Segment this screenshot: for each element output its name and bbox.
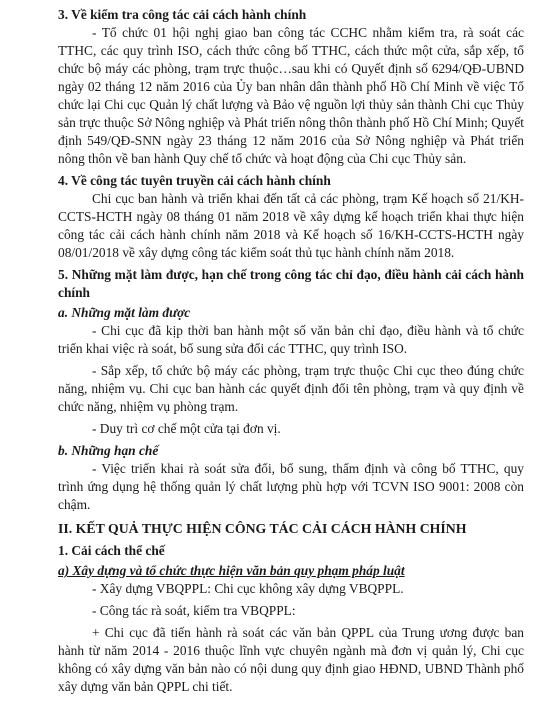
part-II-1a-paragraph-2: - Công tác rà soát, kiểm tra VBQPPL:	[92, 603, 296, 618]
part-II-1a-paragraph-1: - Xây dựng VBQPPL: Chi cục không xây dựng VBQPPL.	[92, 581, 404, 596]
section-3-heading: 3. Về kiểm tra công tác cải cách hành chính	[58, 7, 307, 22]
section-3-paragraph: - Tổ chức 01 hội nghị giao ban công tác CCHC nhằm kiểm tra, rà soát các TTHC, các quy trình ISO, cách thức công bố TTHC, cách thức một cửa, sắp xếp, tổ chức bộ máy các phòng, trạm trực thuộc…sau khi có Quyết định số 6294/QĐ-UBND ngày 02 tháng 12 năm 2016 của Ủy ban nhân dân thành phố Hồ Chí Minh về việc Tổ chức lại Chi cục Quản lý chất lượng và Bảo vệ nguồn lợi thủy sản thành Chi cục Thủy sản trực thuộc Sở Nông nghiệp và Phát triển nông thôn thành phố Hồ Chí Minh; Quyết định 549/QĐ-SNN ngày 23 tháng 12 năm 2016 của Sở Nông nghiệp và Phát triển nông thôn về ban hành Quy chế tổ chức và hoạt động của Chi cục Thủy sản.	[58, 25, 524, 166]
section-5a-paragraph-3: - Duy trì cơ chế một cửa tại đơn vị.	[92, 421, 281, 436]
section-5a-paragraph-1: - Chi cục đã kịp thời ban hành một số văn bản chỉ đạo, điều hành và tổ chức triển khai việc rà soát, bổ sung sửa đổi các TTHC, quy trình ISO.	[58, 323, 524, 356]
section-5b-subheading: b. Những hạn chế	[58, 443, 159, 458]
section-5a-paragraph-2: - Sắp xếp, tổ chức bộ máy các phòng, trạm trực thuộc Chi cục theo đúng chức năng, nhiệm vụ. Chi cục ban hành các quyết định đổi tên phòng, trạm và quy định về chức năng, nhiệm vụ phòng trạm.	[58, 363, 524, 414]
part-II-1a-subheading: a) Xây dựng và tổ chức thực hiện văn bản quy phạm pháp luật	[58, 563, 405, 578]
part-II-1-heading: 1. Cải cách thể chế	[58, 543, 165, 558]
section-5b-paragraph: - Việc triển khai rà soát sửa đổi, bổ sung, thẩm định và công bố TTHC, quy trình ứng dụng hệ thống quản lý chất lượng phù hợp với TCVN ISO 9001: 2008 còn chậm.	[58, 461, 524, 512]
part-II-heading: II. KẾT QUẢ THỰC HIỆN CÔNG TÁC CẢI CÁCH HÀNH CHÍNH	[58, 521, 467, 536]
section-4-heading: 4. Về công tác tuyên truyền cải cách hành chính	[58, 173, 331, 188]
section-4-paragraph: Chi cục ban hành và triển khai đến tất cả các phòng, trạm Kế hoạch số 21/KH-CCTS-HCTH ngày 08 tháng 01 năm 2018 về xây dựng kế hoạch triển khai thực hiện công tác cải cách hành chính năm 2018 và Kế hoạch số 16/KH-CCTS-HCTH ngày 08/01/2018 về xây dựng công tác kiểm soát thủ tục hành chính năm 2018.	[58, 191, 524, 260]
part-II-1a-paragraph-3: + Chi cục đã tiến hành rà soát các văn bản QPPL của Trung ương được ban hành từ năm 2014 - 2016 thuộc lĩnh vực chuyên ngành mà đơn vị quản lý, Chi cục không có xây dựng văn bản nào có nội dung quy định giao HĐND, UBND Thành phố xây dựng văn bản QPPL chi tiết.	[58, 625, 524, 694]
section-5a-subheading: a. Những mặt làm được	[58, 305, 191, 320]
section-5-heading: 5. Những mặt làm được, hạn chế trong công tác chỉ đạo, điều hành cải cách hành chính	[58, 267, 524, 300]
